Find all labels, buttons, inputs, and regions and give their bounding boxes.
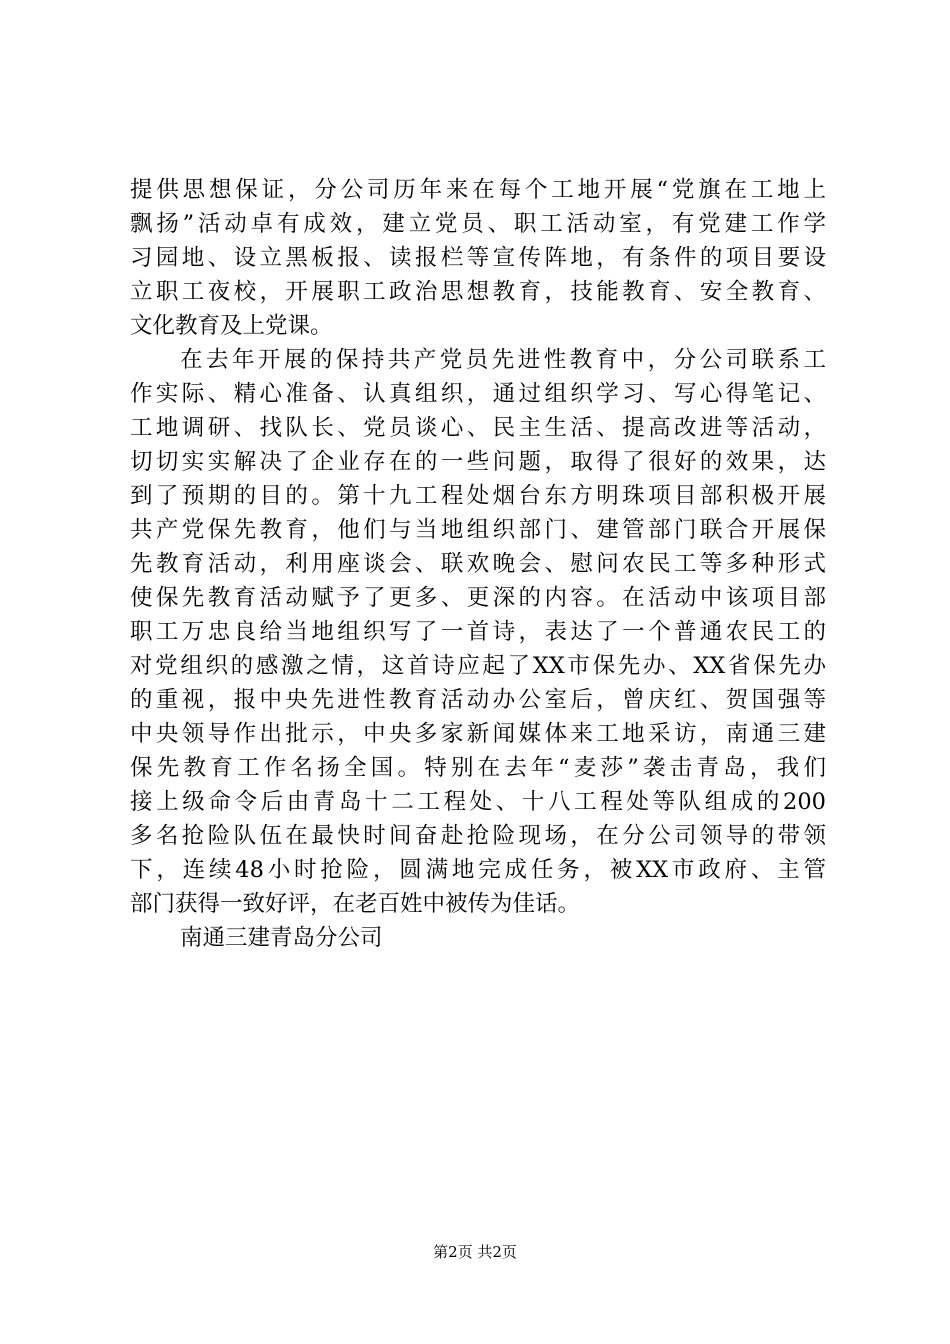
paragraph-1-line-4: 立职工夜校，开展职工政治思想教育，技能教育、安全教育、	[130, 279, 826, 305]
paragraph-2-line-15: 多名抢险队伍在最快时间奋赴抢险现场，在分公司领导的带领	[130, 823, 826, 849]
paragraph-1-line-5: 文化教育及上党课。	[130, 313, 333, 339]
paragraph-2-line-13: 保先教育工作名扬全国。特别在去年“麦莎”袭击青岛，我们	[130, 755, 826, 781]
paragraph-2-line-14: 接上级命令后由青岛十二工程处、十八工程处等队组成的200	[130, 789, 826, 815]
paragraph-2-line-6: 共产党保先教育，他们与当地组织部门、建管部门联合开展保	[130, 517, 826, 543]
paragraph-2-line-2: 作实际、精心准备、认真组织，通过组织学习、写心得笔记、	[130, 381, 826, 407]
paragraph-1-line-2: 飘扬”活动卓有成效，建立党员、职工活动室，有党建工作学	[130, 211, 826, 237]
paragraph-2-line-12: 中央领导作出批示，中央多家新闻媒体来工地采访，南通三建	[130, 721, 826, 747]
paragraph-2-line-4: 切切实实解决了企业存在的一些问题，取得了很好的效果，达	[130, 449, 826, 475]
paragraph-2-line-1: 在去年开展的保持共产党员先进性教育中，分公司联系工	[180, 347, 826, 373]
page-footer: 第2页 共2页	[433, 1243, 517, 1261]
paragraph-2-line-9: 职工万忠良给当地组织写了一首诗，表达了一个普通农民工的	[130, 619, 826, 645]
paragraph-1-line-3: 习园地、设立黑板报、读报栏等宣传阵地，有条件的项目要设	[130, 245, 826, 271]
paragraph-2-line-5: 到了预期的目的。第十九工程处烟台东方明珠项目部积极开展	[130, 483, 826, 509]
paragraph-2-line-3: 工地调研、找队长、党员谈心、民主生活、提高改进等活动，	[130, 415, 826, 441]
paragraph-2-line-8: 使保先教育活动赋予了更多、更深的内容。在活动中该项目部	[130, 585, 826, 611]
paragraph-2-line-7: 先教育活动，利用座谈会、联欢晚会、慰问农民工等多种形式	[130, 551, 826, 577]
paragraph-2-line-17: 部门获得一致好评，在老百姓中被传为佳话。	[130, 891, 581, 917]
paragraph-2-line-16: 下，连续48小时抢险，圆满地完成任务，被XX市政府、主管	[130, 857, 826, 883]
signature: 南通三建青岛分公司	[180, 925, 383, 951]
paragraph-2-line-11: 的重视，报中央先进性教育活动办公室后，曾庆红、贺国强等	[130, 687, 826, 713]
paragraph-2-line-10: 对党组织的感激之情，这首诗应起了XX市保先办、XX省保先办	[130, 653, 826, 679]
paragraph-1-line-1: 提供思想保证，分公司历年来在每个工地开展“党旗在工地上	[130, 177, 826, 203]
